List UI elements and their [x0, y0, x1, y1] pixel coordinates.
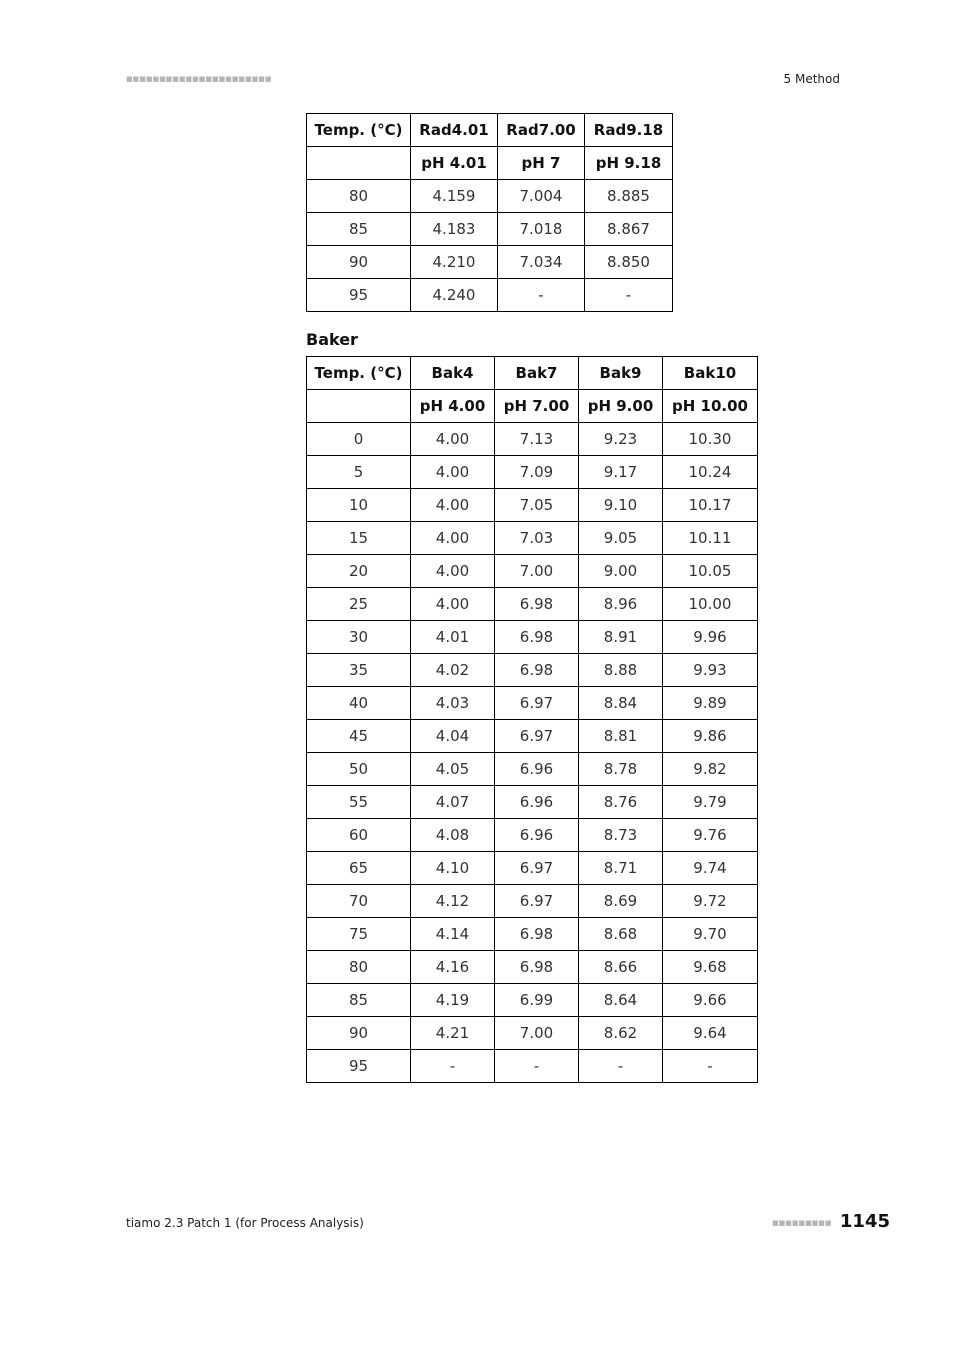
table-cell: 45	[307, 720, 411, 753]
table-cell: 9.74	[663, 852, 758, 885]
table-cell: 8.66	[579, 951, 663, 984]
table-cell: 9.00	[579, 555, 663, 588]
table-row	[307, 753, 758, 786]
table-cell: 8.88	[579, 654, 663, 687]
table-cell: 10	[307, 489, 411, 522]
table-cell: 9.82	[663, 753, 758, 786]
table-cell: 6.98	[495, 951, 579, 984]
table-cell: 20	[307, 555, 411, 588]
column-header: Temp. (°C)	[307, 357, 411, 390]
table-cell: 8.71	[579, 852, 663, 885]
table-cell: 8.73	[579, 819, 663, 852]
table-body	[307, 180, 673, 312]
table-cell: 25	[307, 588, 411, 621]
table-cell: 75	[307, 918, 411, 951]
column-subheader	[307, 147, 411, 180]
table-cell: -	[498, 279, 585, 312]
table-cell: 4.04	[411, 720, 495, 753]
table-cell: 9.64	[663, 1017, 758, 1050]
table-cell: 9.17	[579, 456, 663, 489]
table-cell: 6.96	[495, 753, 579, 786]
table-row	[307, 279, 673, 312]
table-row	[307, 720, 758, 753]
table-cell: 9.72	[663, 885, 758, 918]
column-subheader: pH 4.01	[411, 147, 498, 180]
column-header: Bak9	[579, 357, 663, 390]
table-cell: 9.10	[579, 489, 663, 522]
column-subheader: pH 10.00	[663, 390, 758, 423]
column-header: Rad9.18	[585, 114, 673, 147]
column-header: Bak10	[663, 357, 758, 390]
table-row	[307, 621, 758, 654]
table-cell: 7.004	[498, 180, 585, 213]
table-cell: 9.93	[663, 654, 758, 687]
radiometer-buffer-table	[306, 113, 673, 312]
table-cell: 4.12	[411, 885, 495, 918]
table-cell: 85	[307, 213, 411, 246]
table-cell: 7.05	[495, 489, 579, 522]
table-cell: 4.08	[411, 819, 495, 852]
table-cell: 8.91	[579, 621, 663, 654]
table-cell: 8.68	[579, 918, 663, 951]
table-cell: 9.05	[579, 522, 663, 555]
table-cell: 9.76	[663, 819, 758, 852]
table-cell: 4.21	[411, 1017, 495, 1050]
table-cell: 9.23	[579, 423, 663, 456]
table-cell: 65	[307, 852, 411, 885]
table-cell: -	[585, 279, 673, 312]
table-cell: 6.99	[495, 984, 579, 1017]
table-cell: 8.81	[579, 720, 663, 753]
table-cell: -	[411, 1050, 495, 1083]
footer-decoration-dots: ■■■■■■■■■	[772, 1219, 832, 1227]
baker-buffer-table	[306, 356, 758, 1083]
table-cell: 6.98	[495, 654, 579, 687]
table-cell: 8.84	[579, 687, 663, 720]
table-row	[307, 588, 758, 621]
table-cell: 50	[307, 753, 411, 786]
table-cell: 7.034	[498, 246, 585, 279]
table-cell: 10.11	[663, 522, 758, 555]
table-cell: 70	[307, 885, 411, 918]
table-header	[307, 114, 673, 180]
table-cell: 0	[307, 423, 411, 456]
table-cell: 7.03	[495, 522, 579, 555]
table-cell: 7.09	[495, 456, 579, 489]
table-cell: 6.98	[495, 621, 579, 654]
table-cell: 8.96	[579, 588, 663, 621]
table-cell: 7.13	[495, 423, 579, 456]
table-cell: -	[579, 1050, 663, 1083]
table-cell: 40	[307, 687, 411, 720]
table-row	[307, 1017, 758, 1050]
table-cell: 55	[307, 786, 411, 819]
column-header: Rad7.00	[498, 114, 585, 147]
table-cell: 9.68	[663, 951, 758, 984]
table-cell: 4.00	[411, 423, 495, 456]
table-cell: 6.97	[495, 687, 579, 720]
table-cell: 15	[307, 522, 411, 555]
table-cell: 10.17	[663, 489, 758, 522]
table-cell: 8.69	[579, 885, 663, 918]
table-cell: 4.14	[411, 918, 495, 951]
table-body	[307, 423, 758, 1083]
header-row	[307, 114, 673, 147]
table-cell: 7.018	[498, 213, 585, 246]
table-cell: 4.00	[411, 555, 495, 588]
table-cell: 4.02	[411, 654, 495, 687]
table-cell: 6.98	[495, 918, 579, 951]
column-subheader: pH 9.18	[585, 147, 673, 180]
header-decoration-dots: ■■■■■■■■■■■■■■■■■■■■■■	[126, 75, 272, 83]
product-name: tiamo 2.3 Patch 1 (for Process Analysis)	[126, 1216, 364, 1230]
table-cell: 8.850	[585, 246, 673, 279]
section-title: 5 Method	[783, 72, 840, 86]
table-row	[307, 951, 758, 984]
table-row	[307, 918, 758, 951]
table-cell: 6.97	[495, 885, 579, 918]
table-row	[307, 213, 673, 246]
table-cell: 4.183	[411, 213, 498, 246]
table-cell: 9.66	[663, 984, 758, 1017]
column-header: Rad4.01	[411, 114, 498, 147]
subheader-row	[307, 147, 673, 180]
table-row	[307, 180, 673, 213]
table-row	[307, 1050, 758, 1083]
table-cell: 10.24	[663, 456, 758, 489]
column-subheader	[307, 390, 411, 423]
table-cell: 8.76	[579, 786, 663, 819]
table-row	[307, 489, 758, 522]
table-cell: 8.62	[579, 1017, 663, 1050]
table-row	[307, 885, 758, 918]
table-cell: 4.210	[411, 246, 498, 279]
table-cell: 9.86	[663, 720, 758, 753]
subheader-row	[307, 390, 758, 423]
table-cell: 4.00	[411, 522, 495, 555]
table-cell: 5	[307, 456, 411, 489]
table-cell: -	[495, 1050, 579, 1083]
table-cell: 6.97	[495, 720, 579, 753]
column-subheader: pH 4.00	[411, 390, 495, 423]
column-header: Bak4	[411, 357, 495, 390]
table-row	[307, 819, 758, 852]
table-cell: 4.240	[411, 279, 498, 312]
table-cell: 6.96	[495, 819, 579, 852]
table-cell: 10.05	[663, 555, 758, 588]
table-cell: 6.96	[495, 786, 579, 819]
table-cell: 4.01	[411, 621, 495, 654]
column-subheader: pH 7	[498, 147, 585, 180]
table-cell: 8.64	[579, 984, 663, 1017]
table-row	[307, 423, 758, 456]
table-cell: 9.96	[663, 621, 758, 654]
page-number: 1145	[839, 1211, 890, 1232]
table-cell: 4.16	[411, 951, 495, 984]
table-row	[307, 687, 758, 720]
column-subheader: pH 9.00	[579, 390, 663, 423]
table-cell: 6.98	[495, 588, 579, 621]
table-cell: 95	[307, 279, 411, 312]
table-row	[307, 555, 758, 588]
header-row	[307, 357, 758, 390]
table-cell: 8.867	[585, 213, 673, 246]
table-cell: 8.885	[585, 180, 673, 213]
column-header: Temp. (°C)	[307, 114, 411, 147]
table-cell: 9.79	[663, 786, 758, 819]
table-cell: 80	[307, 951, 411, 984]
table-cell: 4.03	[411, 687, 495, 720]
table-cell: 10.30	[663, 423, 758, 456]
table-cell: 4.00	[411, 489, 495, 522]
table-row	[307, 852, 758, 885]
table-header	[307, 357, 758, 423]
table-row	[307, 786, 758, 819]
table-cell: 4.00	[411, 456, 495, 489]
table-row	[307, 246, 673, 279]
table-cell: 85	[307, 984, 411, 1017]
table-cell: 9.89	[663, 687, 758, 720]
table-row	[307, 522, 758, 555]
table-cell: -	[663, 1050, 758, 1083]
table-cell: 4.19	[411, 984, 495, 1017]
table-cell: 10.00	[663, 588, 758, 621]
column-subheader: pH 7.00	[495, 390, 579, 423]
table-cell: 4.10	[411, 852, 495, 885]
table-cell: 7.00	[495, 555, 579, 588]
table-cell: 4.07	[411, 786, 495, 819]
table-row	[307, 456, 758, 489]
baker-heading: Baker	[306, 330, 358, 349]
table-cell: 4.159	[411, 180, 498, 213]
table-cell: 7.00	[495, 1017, 579, 1050]
table-cell: 4.00	[411, 588, 495, 621]
table-row	[307, 984, 758, 1017]
table-cell: 95	[307, 1050, 411, 1083]
table-cell: 60	[307, 819, 411, 852]
table-cell: 35	[307, 654, 411, 687]
table-cell: 6.97	[495, 852, 579, 885]
table-cell: 30	[307, 621, 411, 654]
table-cell: 90	[307, 1017, 411, 1050]
table-cell: 90	[307, 246, 411, 279]
table-cell: 4.05	[411, 753, 495, 786]
table-row	[307, 654, 758, 687]
column-header: Bak7	[495, 357, 579, 390]
table-cell: 8.78	[579, 753, 663, 786]
table-cell: 80	[307, 180, 411, 213]
table-cell: 9.70	[663, 918, 758, 951]
